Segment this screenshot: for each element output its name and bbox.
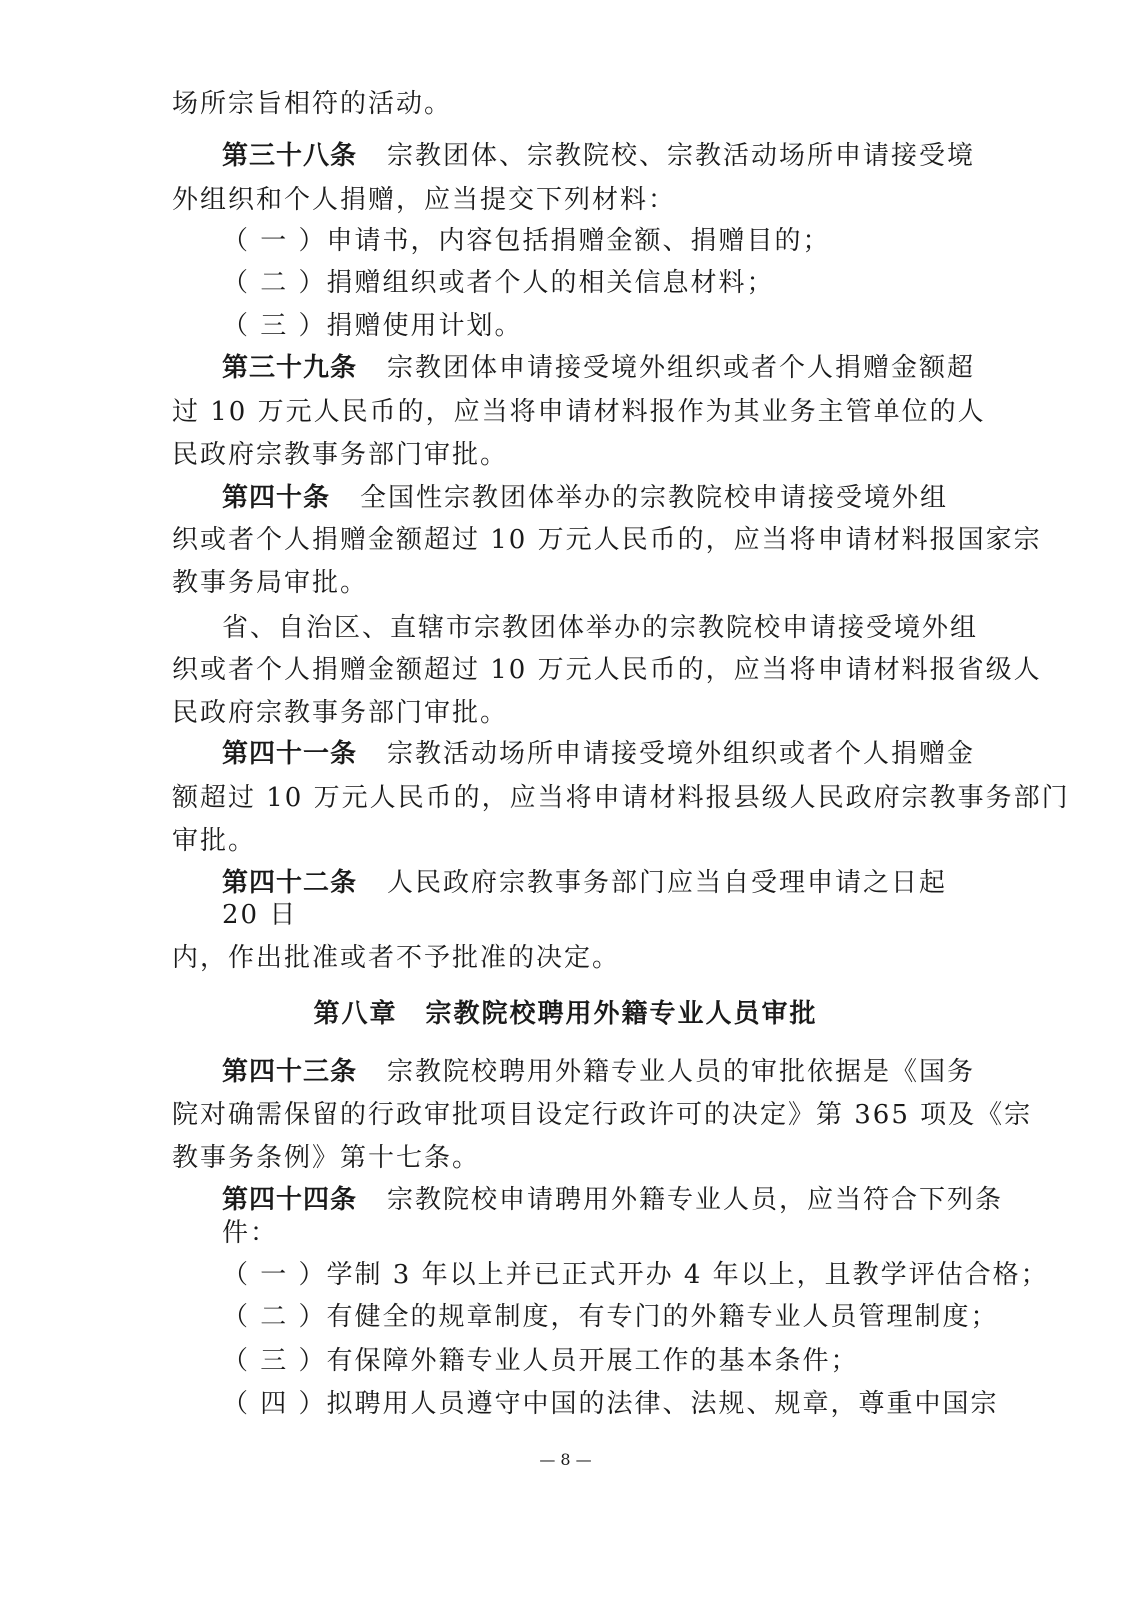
page-number: — 8 — <box>539 1450 592 1469</box>
text-line: 外组织和个人捐赠，应当提交下列材料： <box>172 185 677 215</box>
article-title: 第四十三条 <box>222 1057 358 1087</box>
text-line: 织或者个人捐赠金额超过 10 万元人民币的，应当将申请材料报国家宗 <box>172 525 1042 555</box>
list-item: （ 三 ）有保障外籍专业人员开展工作的基本条件； <box>222 1346 859 1376</box>
text-line: 宗教活动场所申请接受境外组织或者个人捐赠金 <box>387 739 976 769</box>
text-line: 场所宗旨相符的活动。 <box>172 89 453 119</box>
text-line: 民政府宗教事务部门审批。 <box>172 698 509 728</box>
text-line: 省、自治区、直辖市宗教团体举办的宗教院校申请接受境外组 <box>222 613 979 643</box>
article-title: 第四十条 <box>222 483 331 513</box>
text-line: 20 日 <box>222 900 298 930</box>
text-line: 院对确需保留的行政审批项目设定行政许可的决定》第 365 项及《宗 <box>172 1100 1033 1130</box>
list-item: （ 二 ）捐赠组织或者个人的相关信息材料； <box>222 268 775 298</box>
list-item: （ 三 ）捐赠使用计划。 <box>222 311 523 341</box>
text-line: 宗教团体、宗教院校、宗教活动场所申请接受境 <box>387 141 976 171</box>
article-title: 第四十四条 <box>222 1185 358 1215</box>
text-line: 宗教院校聘用外籍专业人员的审批依据是《国务 <box>387 1057 976 1087</box>
list-item: （ 一 ）申请书，内容包括捐赠金额、捐赠目的； <box>222 226 831 256</box>
article-43 <box>222 1055 975 1089</box>
text-line: 过 10 万元人民币的，应当将申请材料报作为其业务主管单位的人 <box>172 397 986 427</box>
text-line: 织或者个人捐赠金额超过 10 万元人民币的，应当将申请材料报省级人 <box>172 655 1042 685</box>
article-title: 第四十一条 <box>222 739 358 769</box>
text-line: 民政府宗教事务部门审批。 <box>172 440 509 470</box>
text-line: 教事务局审批。 <box>172 568 369 598</box>
text-line: 审批。 <box>172 826 257 856</box>
text-line: 教事务条例》第十七条。 <box>172 1143 481 1173</box>
list-item: （ 四 ）拟聘用人员遵守中国的法律、法规、规章，尊重中国宗 <box>222 1389 999 1419</box>
article-39 <box>222 351 975 385</box>
text-line: 人民政府宗教事务部门应当自受理申请之日起 <box>387 868 948 898</box>
text-line: 件： <box>222 1218 279 1248</box>
article-40 <box>222 481 948 515</box>
chapter-heading: 第八章 宗教院校聘用外籍专业人员审批 <box>313 999 818 1029</box>
article-41 <box>222 737 975 771</box>
text-line: 内，作出批准或者不予批准的决定。 <box>172 943 621 973</box>
article-38 <box>222 139 975 173</box>
text-line: 宗教院校申请聘用外籍专业人员，应当符合下列条 <box>387 1185 1004 1215</box>
article-title: 第三十九条 <box>222 353 358 383</box>
text-line: 宗教团体申请接受境外组织或者个人捐赠金额超 <box>387 353 976 383</box>
list-item: （ 一 ）学制 3 年以上并已正式开办 4 年以上，且教学评估合格； <box>222 1260 1049 1290</box>
text-line: 全国性宗教团体举办的宗教院校申请接受境外组 <box>360 483 949 513</box>
text-line: 额超过 10 万元人民币的，应当将申请材料报县级人民政府宗教事务部门 <box>172 783 1070 813</box>
article-42 <box>222 866 947 900</box>
article-44 <box>222 1183 1003 1217</box>
article-title: 第三十八条 <box>222 141 358 171</box>
list-item: （ 二 ）有健全的规章制度，有专门的外籍专业人员管理制度； <box>222 1302 999 1332</box>
article-title: 第四十二条 <box>222 868 358 898</box>
